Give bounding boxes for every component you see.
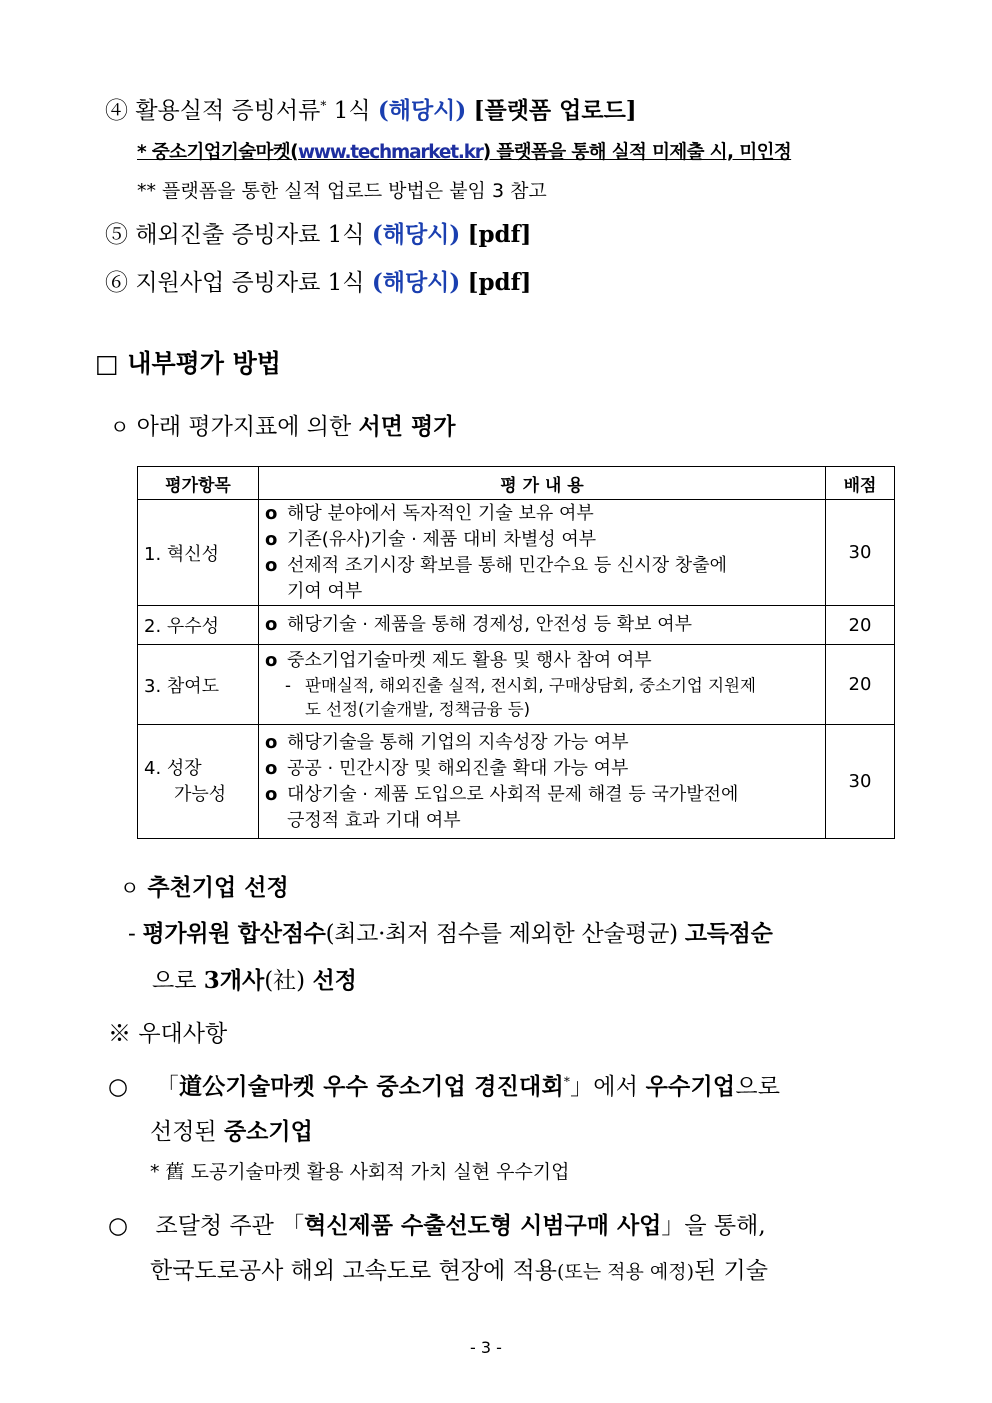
circle-bullet-icon: ○ bbox=[108, 1213, 129, 1239]
note-upload-method: ** 플랫폼을 통한 실적 업로드 방법은 붙임 3 참고 bbox=[137, 180, 547, 202]
section-title: 내부평가 방법 bbox=[127, 349, 281, 378]
header-item: 평가항목 bbox=[138, 467, 259, 500]
pref-1-line-2: 선정된 중소기업 bbox=[150, 1118, 313, 1145]
row-content: o 중소기업기술마켓 제도 활용 및 행사 참여 여부 - 판매실적, 해외진출 실적, 전시회, 구매상담회, 중소기업 지원제 도 선정(기술개발, 정책금융 등) bbox=[259, 645, 826, 725]
techmarket-link[interactable]: www.techmarket.kr bbox=[297, 142, 483, 163]
item-text: 활용실적 증빙서류 bbox=[135, 98, 321, 124]
evaluation-table bbox=[137, 466, 895, 839]
table-row bbox=[138, 500, 895, 606]
table-row bbox=[138, 645, 895, 725]
checkbox-square-icon: □ bbox=[95, 349, 119, 378]
row-score: 20 bbox=[826, 645, 895, 725]
pref-1-line-1: ○ 「道公기술마켓 우수 중소기업 경진대회*」에서 우수기업으로 bbox=[108, 1073, 781, 1100]
row-item: 3. 참여도 bbox=[138, 645, 259, 725]
circle-bullet-icon: ㅇ bbox=[110, 415, 130, 439]
row-content: o 해당 분야에서 독자적인 기술 보유 여부 o 기존(유사)기술 · 제품 대비 차별성 여부 o 선제적 조기시장 확보를 통해 민간수요 등 신시장 창출에 기여 여부 bbox=[259, 500, 826, 606]
header-score: 배점 bbox=[826, 467, 895, 500]
recommend-heading: ㅇ 추천기업 선정 bbox=[120, 874, 289, 901]
pref-2-line-1: ○ 조달청 주관 「혁신제품 수출선도형 시범구매 사업」을 통해, bbox=[108, 1212, 766, 1239]
table-row bbox=[138, 606, 895, 645]
eval-intro: ㅇ 아래 평가지표에 의한 서면 평가 bbox=[110, 413, 456, 440]
row-score: 20 bbox=[826, 606, 895, 645]
row-item: 1. 혁신성 bbox=[138, 500, 259, 606]
row-content: o 해당기술 · 제품을 통해 경제성, 안전성 등 확보 여부 bbox=[259, 606, 826, 645]
item-condition: (해당시) bbox=[377, 97, 467, 124]
circle-bullet-icon: ○ bbox=[108, 1074, 129, 1100]
row-item: 2. 우수성 bbox=[138, 606, 259, 645]
row-content: o 해당기술을 통해 기업의 지속성장 가능 여부 o 공공 · 민간시장 및 해외진출 확대 가능 여부 o 대상기술 · 제품 도입으로 사회적 문제 해결 등 국가발전에 긍정적 효과 기대 여부 bbox=[259, 725, 826, 839]
pref-1-note: * 舊 도공기술마켓 활용 사회적 가치 실현 우수기업 bbox=[150, 1161, 570, 1183]
circle-bullet-icon: ㅇ bbox=[120, 876, 140, 900]
row-score: 30 bbox=[826, 725, 895, 839]
recommend-line-1: - 평가위원 합산점수(최고·최저 점수를 제외한 산술평균) 고득점순 bbox=[128, 920, 773, 947]
item-format: [플랫폼 업로드] bbox=[473, 97, 637, 124]
row-score: 30 bbox=[826, 500, 895, 606]
preferences-heading: ※ 우대사항 bbox=[108, 1021, 228, 1047]
doc-item-5: ⑤ 해외진출 증빙자료 1식 (해당시) [pdf] bbox=[105, 221, 532, 248]
page-number: - 3 - bbox=[470, 1338, 502, 1357]
row-item: 4. 성장 가능성 bbox=[138, 725, 259, 839]
item-count: 1식 bbox=[333, 98, 371, 124]
table-row bbox=[138, 725, 895, 839]
recommend-line-2: 으로 3개사(社) 선정 bbox=[152, 967, 357, 994]
footnote-star: * bbox=[320, 98, 327, 113]
note-techmarket: * 중소기업기술마켓(www.techmarket.kr) 플랫폼을 통해 실적 미제출 시, 미인정 bbox=[137, 142, 792, 163]
section-heading bbox=[95, 344, 281, 380]
doc-item-4 bbox=[105, 92, 637, 125]
item-number: ④ bbox=[105, 98, 128, 124]
doc-item-6: ⑥ 지원사업 증빙자료 1식 (해당시) [pdf] bbox=[105, 269, 532, 296]
header-content: 평 가 내 용 bbox=[259, 467, 826, 500]
reference-mark-icon: ※ bbox=[108, 1021, 131, 1047]
table-header-row bbox=[138, 467, 895, 500]
pref-2-line-2: 한국도로공사 해외 고속도로 현장에 적용(또는 적용 예정)된 기술 bbox=[150, 1258, 768, 1284]
